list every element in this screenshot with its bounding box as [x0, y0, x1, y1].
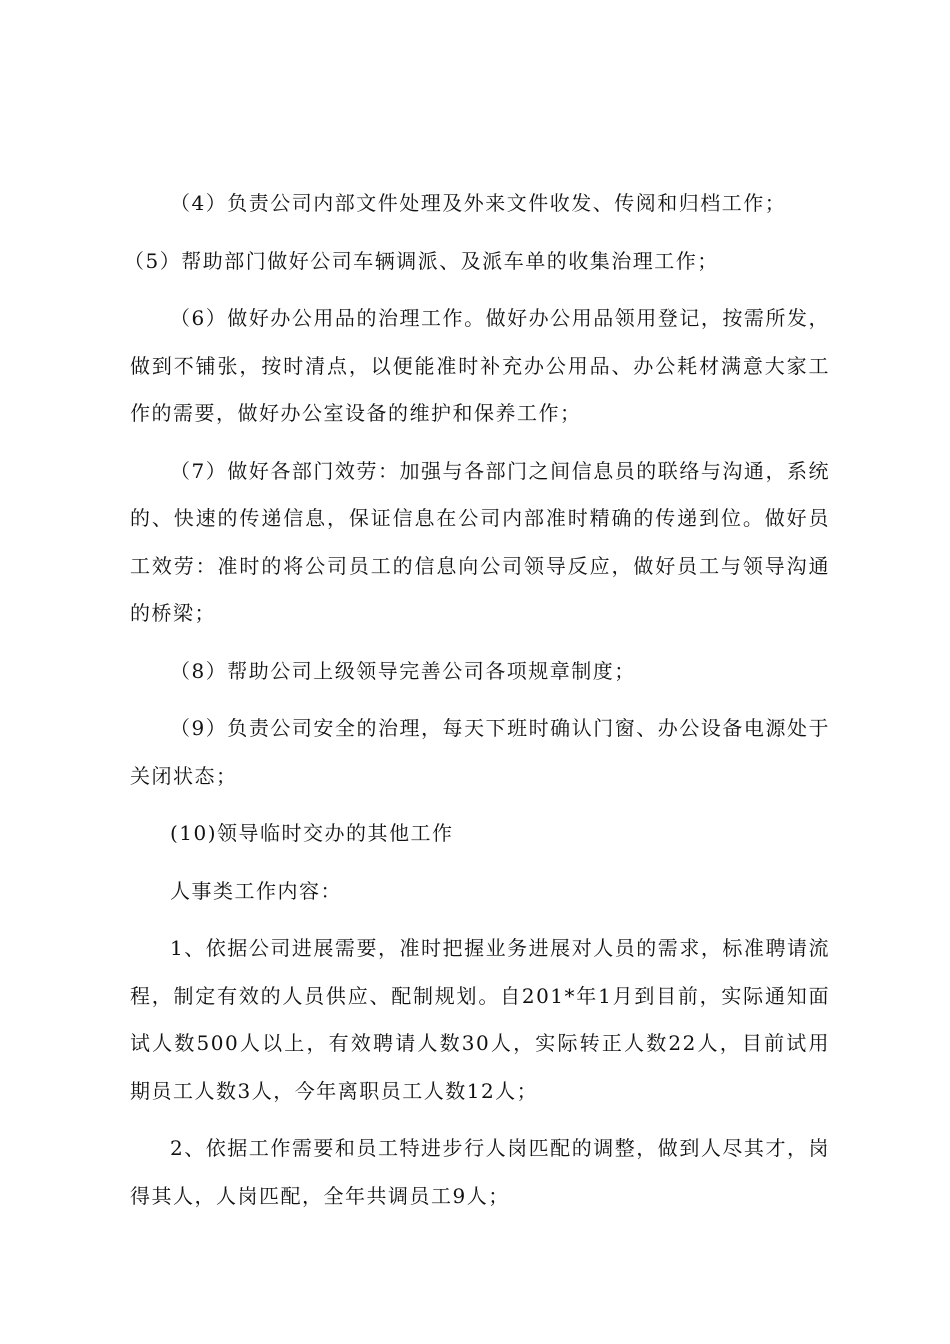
paragraph-item-9: （9）负责公司安全的治理，每天下班时确认门窗、办公设备电源处于关闭状态； — [130, 716, 830, 788]
paragraph-item-10: (10)领导临时交办的其他工作 — [170, 821, 454, 845]
section-heading-personnel: 人事类工作内容： — [170, 878, 342, 903]
paragraph-item-6: （6）做好办公用品的治理工作。做好办公用品领用登记，按需所发，做到不铺张，按时清点，以便能准时补充办公用品、办公耗材满意大家工作的需要，做好办公室设备的维护和保养工作； — [130, 306, 830, 425]
paragraph-item-7: （7）做好各部门效劳：加强与各部门之间信息员的联络与沟通，系统的、快速的传递信息，保证信息在公司内部准时精确的传递到位。做好员工效劳：准时的将公司员工的信息向公司领导反应，做好员工与领导沟通的桥梁； — [130, 458, 830, 625]
paragraph-item-5: （5）帮助部门做好公司车辆调派、及派车单的收集治理工作； — [124, 248, 719, 273]
paragraph-item-4: （4）负责公司内部文件处理及外来文件收发、传阅和归档工作； — [170, 191, 787, 215]
document-body — [124, 180, 830, 1230]
personnel-paragraph-1: 1、依据公司进展需要，准时把握业务进展对人员的需求，标准聘请流程，制定有效的人员供应、配制规划。自201*年1月到目前，实际通知面试人数500人以上，有效聘请人数30人，实际转正人数22人，目前试用期员工人数3人，今年离职员工人数12人； — [130, 936, 830, 1103]
paragraph-item-8: （8）帮助公司上级领导完善公司各项规章制度； — [170, 658, 636, 683]
personnel-paragraph-2: 2、依据工作需要和员工特进步行人岗匹配的调整，做到人尽其才，岗得其人，人岗匹配，全年共调员工9人； — [130, 1136, 830, 1208]
